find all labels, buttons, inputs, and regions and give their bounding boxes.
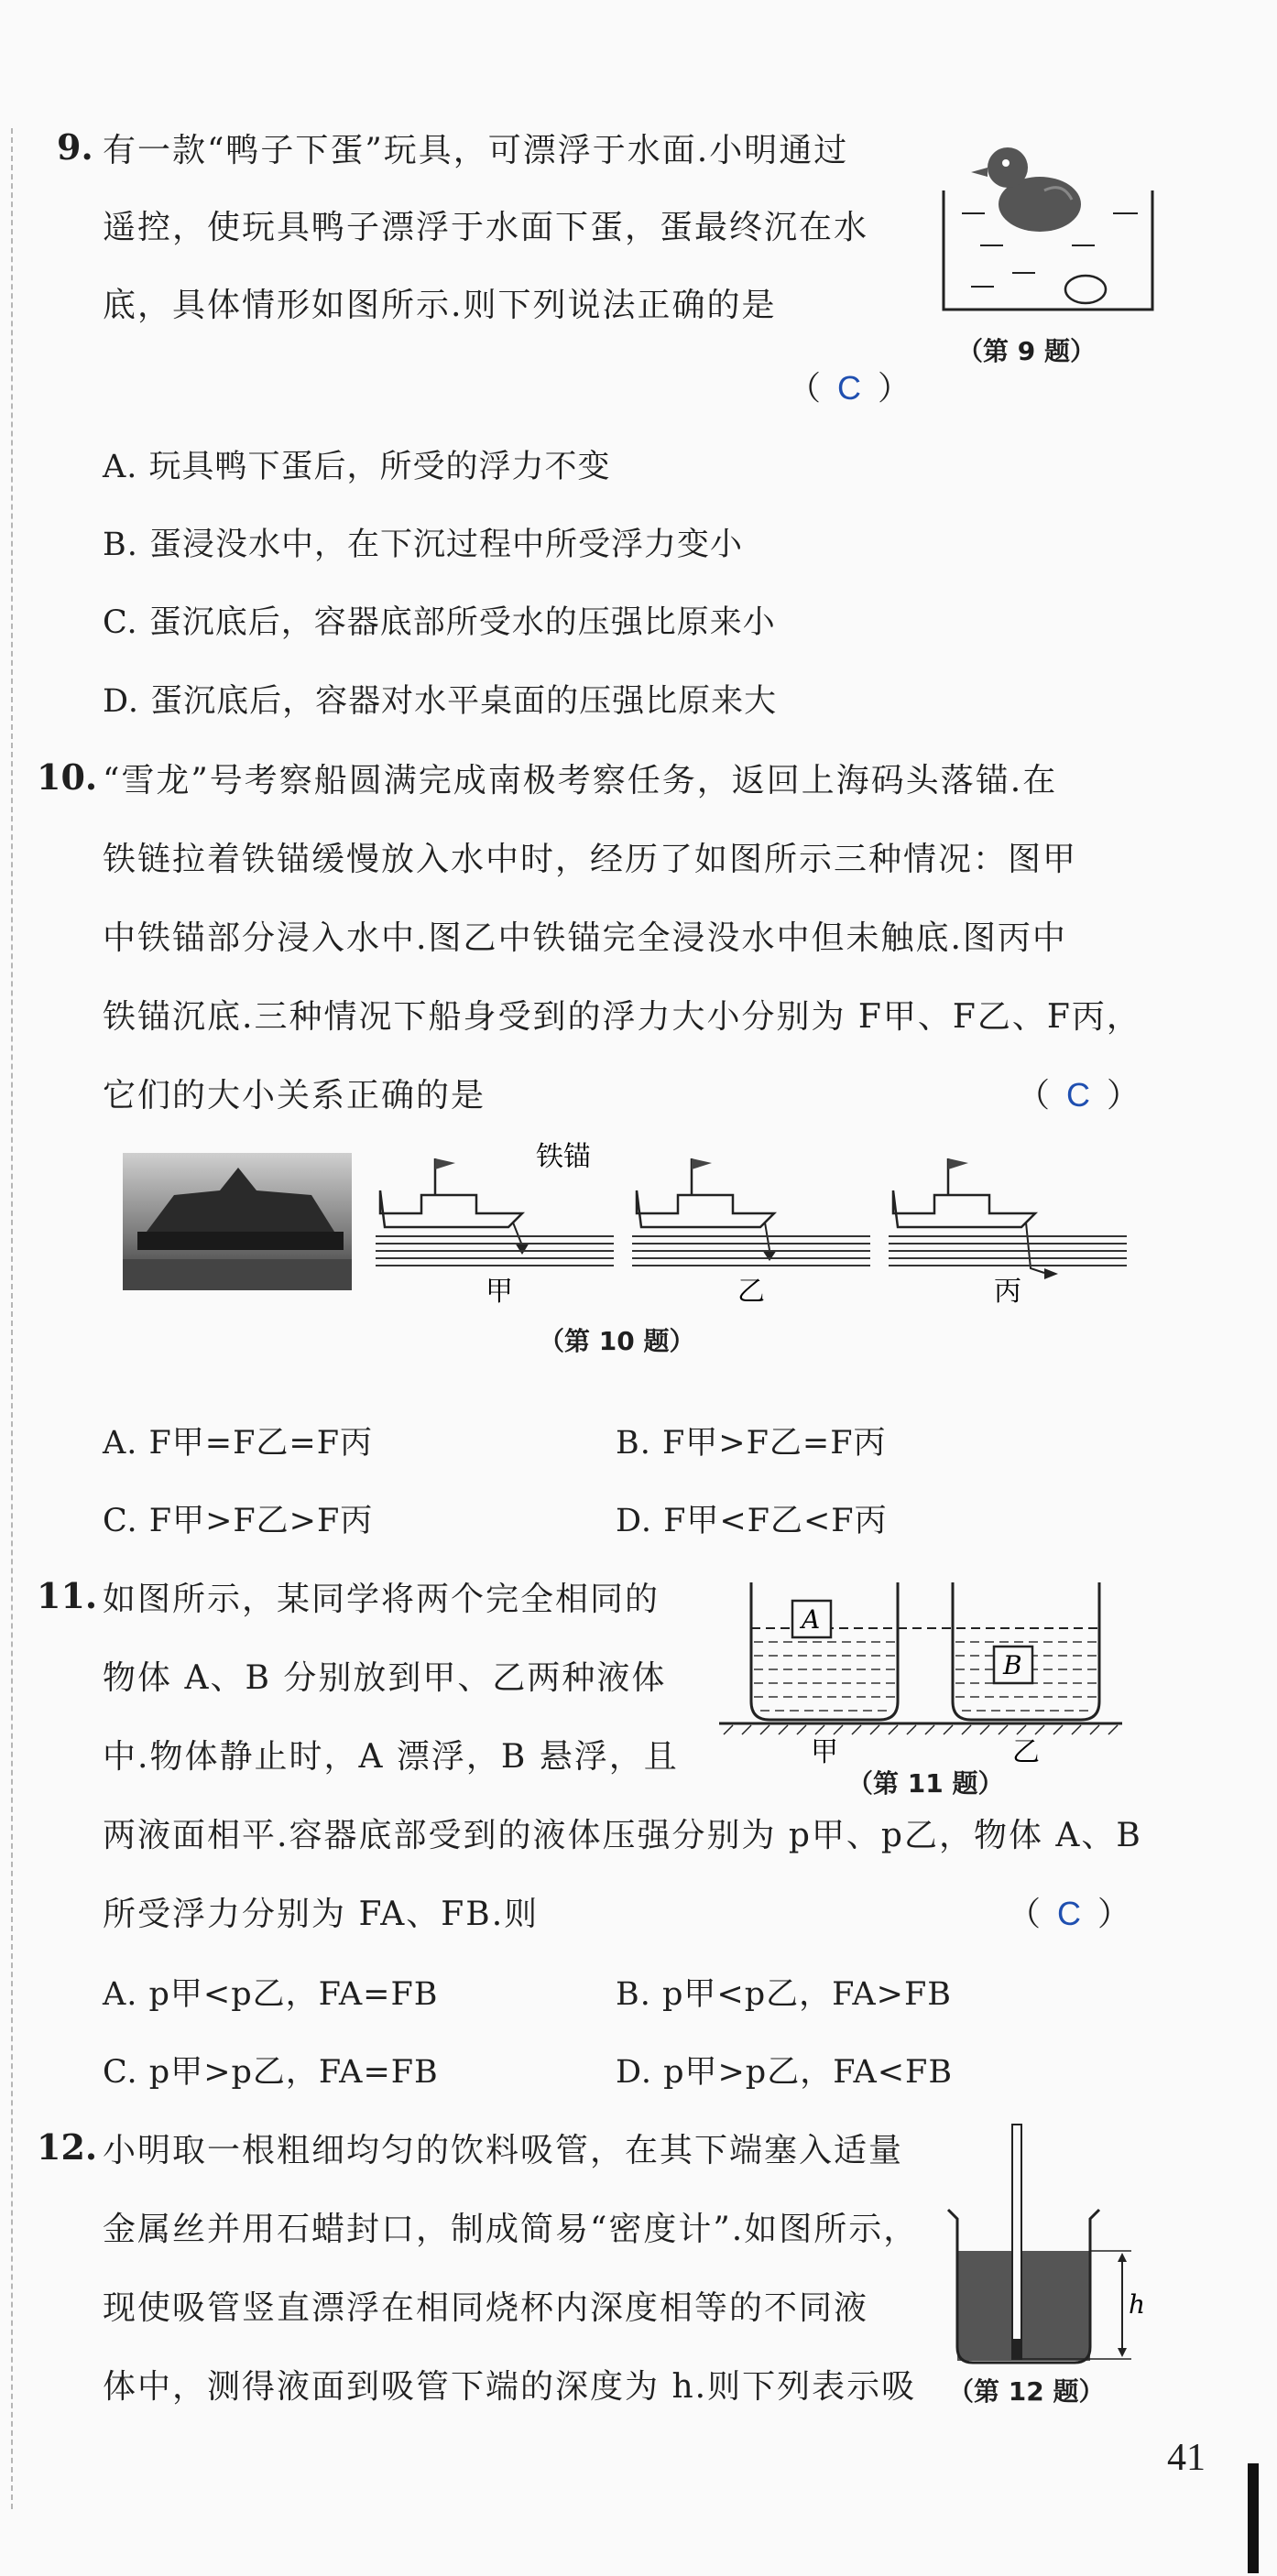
q9-duck-figure: [934, 126, 1163, 328]
q12-caption: （第 12 题）: [948, 2376, 1105, 2407]
q10-label-jia: 甲: [486, 1276, 513, 1305]
q11-number: 11.: [37, 1575, 98, 1616]
binding-dash-line: [11, 128, 13, 2509]
q11-line-4: 两液面相平.容器底部受到的液体压强分别为 p甲、p乙，物体 A、B: [103, 1817, 1142, 1854]
q9-line-2: 遥控，使玩具鸭子漂浮于水面下蛋，蛋最终沉在水: [103, 209, 869, 246]
q11-option-d: D. p甲>p乙，FA<FB: [616, 2054, 954, 2091]
q10-label-bing: 丙: [994, 1276, 1021, 1305]
q9-answer: [788, 363, 911, 409]
q10-option-d: D. F甲<F乙<F丙: [616, 1503, 888, 1539]
q9-answer-letter: C: [837, 369, 862, 407]
q9-option-b: B. 蛋浸没水中，在下沉过程中所受浮力变小: [103, 527, 743, 563]
q9-caption: （第 9 题）: [957, 336, 1096, 366]
q11-answer: [1008, 1888, 1130, 1935]
q9-number: 9.: [57, 126, 93, 168]
q12-label-h: h: [1129, 2289, 1146, 2320]
edge-bar: [1248, 2463, 1259, 2573]
q10-number: 10.: [37, 756, 98, 798]
q12-beaker-figure: [934, 2123, 1154, 2388]
q9-option-c: C. 蛋沉底后，容器底部所受水的压强比原来小: [103, 604, 776, 641]
q11-label-jia: 甲: [811, 1736, 838, 1768]
q9-paren-close: ）: [878, 370, 911, 408]
q10-line-3: 中铁锚部分浸入水中.图乙中铁锚完全浸没水中但未触底.图丙中: [103, 919, 1067, 957]
q11-paren-open: （: [1008, 1896, 1042, 1933]
ship-photo: [123, 1153, 352, 1290]
q11-option-b: B. p甲<p乙，FA>FB: [616, 1976, 952, 2013]
q9-paren-open: （: [788, 370, 822, 408]
q10-label-yi: 乙: [737, 1276, 765, 1305]
q10-paren-open: （: [1017, 1077, 1051, 1114]
q11-label-a: A: [802, 1604, 821, 1635]
q10-line-4: 铁锚沉底.三种情况下船身受到的浮力大小分别为 F甲、F乙、F丙，: [103, 998, 1141, 1036]
ship-diagram-jia: [376, 1158, 614, 1266]
q10-line-1: “雪龙”号考察船圆满完成南极考察任务，返回上海码头落锚.在: [103, 762, 1058, 799]
q12-line-3: 现使吸管竖直漂浮在相同烧杯内深度相等的不同液: [103, 2289, 869, 2327]
q11-line-3: 中.物体静止时，A 漂浮，B 悬浮，且: [103, 1738, 679, 1776]
q10-option-b: B. F甲>F乙=F丙: [616, 1425, 887, 1462]
q9-option-d: D. 蛋沉底后，容器对水平桌面的压强比原来大: [103, 683, 778, 720]
q12-line-1: 小明取一根粗细均匀的饮料吸管，在其下端塞入适量: [103, 2132, 904, 2169]
q10-option-c: C. F甲>F乙>F丙: [103, 1503, 374, 1539]
q11-line-2: 物体 A、B 分别放到甲、乙两种液体: [103, 1659, 667, 1697]
page-number: 41: [1167, 2437, 1206, 2479]
q11-label-yi: 乙: [1012, 1736, 1040, 1768]
q12-number: 12.: [37, 2126, 98, 2168]
q10-paren-close: ）: [1107, 1077, 1141, 1114]
q11-label-b: B: [1003, 1650, 1022, 1680]
ship-diagram-bing: [889, 1158, 1127, 1279]
q10-ship-figure: [119, 1140, 1145, 1305]
q12-line-2: 金属丝并用石蜡封口，制成简易“密度计”.如图所示，: [103, 2211, 919, 2248]
q10-line-5: 它们的大小关系正确的是: [103, 1077, 486, 1114]
ship-diagram-yi: [632, 1158, 870, 1266]
q9-line-3: 底，具体情形如图所示.则下列说法正确的是: [103, 287, 777, 324]
q10-option-a: A. F甲=F乙=F丙: [103, 1425, 374, 1462]
q10-anchor-label: 铁锚: [536, 1141, 591, 1173]
q11-line-1: 如图所示，某同学将两个完全相同的: [103, 1581, 660, 1618]
q11-option-c: C. p甲>p乙，FA=FB: [103, 2054, 439, 2091]
q11-answer-letter: C: [1057, 1895, 1082, 1932]
q11-line-5: 所受浮力分别为 FA、FB.则: [103, 1896, 540, 1933]
q10-answer: [1017, 1070, 1140, 1116]
q11-paren-close: ）: [1097, 1896, 1131, 1933]
q10-caption: （第 10 题）: [539, 1326, 695, 1356]
q9-line-1: 有一款“鸭子下蛋”玩具，可漂浮于水面.小明通过: [103, 132, 849, 169]
q12-line-4: 体中，测得液面到吸管下端的深度为 h.则下列表示吸: [103, 2368, 917, 2406]
q11-caption: （第 11 题）: [847, 1768, 1004, 1799]
q10-answer-letter: C: [1066, 1076, 1091, 1114]
q11-container-figure: [719, 1573, 1141, 1775]
q9-option-a: A. 玩具鸭下蛋后，所受的浮力不变: [103, 449, 611, 485]
q10-line-2: 铁链拉着铁锚缓慢放入水中时，经历了如图所示三种情况：图甲: [103, 841, 1078, 878]
q11-option-a: A. p甲<p乙，FA=FB: [103, 1976, 439, 2013]
